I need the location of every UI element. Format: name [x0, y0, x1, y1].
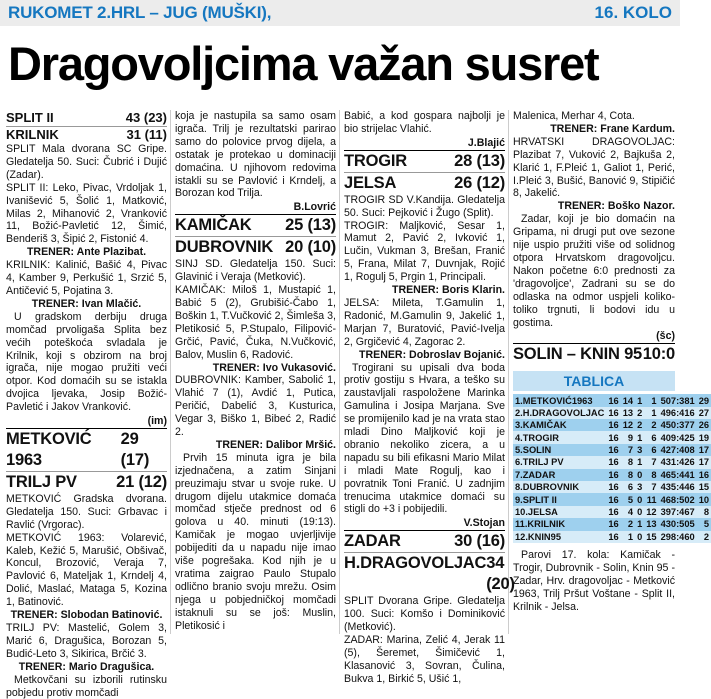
column-1 — [6, 110, 167, 699]
stat-cell: 2 — [637, 420, 643, 431]
stat-cell: 5 — [697, 518, 711, 530]
match-info: TROGIR SD V.Kandija. Gledatelja 50. Suci: Pejković i Žugo (Split). — [344, 193, 505, 219]
stat-cell: 430:505 — [660, 519, 695, 530]
author: (šc) — [656, 330, 675, 343]
next-round-text: Parovi 17. kola: Kamičak - Trogir, Dubrovnik - Solin, Knin 95 - Zadar, Hrv. dragovoljac - Metković 1963, Trilj Pršut Voštane - Split II, Krilnik - Jelsa. — [513, 549, 675, 613]
stat-cell: 16 — [608, 432, 619, 443]
stat-cell: 7 — [644, 456, 658, 468]
stat-cell: 26 — [698, 420, 710, 431]
stat-cell: 298:460 — [660, 531, 695, 542]
stat-cell: 13 — [622, 407, 634, 418]
score-row: TRILJ PV 21 (12) — [6, 472, 167, 491]
author: V.Stojan — [463, 517, 505, 530]
stat-cell: 3 — [637, 482, 643, 493]
stat-cell: 1 — [637, 395, 643, 406]
stat-cell: 0 — [637, 494, 643, 505]
lineup: TRILJ PV: Mastelić, Golem 3, Marić 6, Dragušica, Borozan 5, Budić-Leto 3, Sikirica, Brčić 3. — [6, 622, 167, 660]
stat-cell: 8 — [644, 469, 658, 481]
stat-cell: 1 — [621, 531, 635, 543]
stat-cell: 12 — [646, 507, 657, 518]
stat-cell: 16 — [608, 519, 619, 530]
stat-cell: 6 — [644, 431, 658, 443]
team-cell: 8.DUBROVNIK — [513, 481, 606, 493]
stat-cell: 17 — [698, 445, 710, 456]
stat-cell: 10 — [698, 494, 710, 505]
team-cell: 5.SOLIN — [513, 444, 606, 456]
stat-cell: 2 — [637, 407, 643, 418]
coach: TRENER: Ante Plazibat. — [26, 246, 147, 259]
coach: TRENER: Slobodan Batinović. — [10, 609, 163, 622]
coach: TRENER: Boško Nazor. — [557, 200, 675, 213]
score-row: H.DRAGOVOLJAC 34 (20) — [344, 554, 515, 594]
lineup: METKOVIĆ 1963: Volarević, Kaleb, Kežić 5, Marušić, Obšivač, Koncul, Brozović, Veraja 7, Pavlović 6, Mateljak 1, Krndelj 4, Dolić, Maslać, Mataga 5, Kozina 1, Batinović. — [6, 531, 167, 609]
author: B.Lovrić — [293, 201, 336, 214]
stat-cell: 16 — [698, 469, 710, 480]
score-row: JELSA 26 (12) — [344, 173, 505, 192]
standings-title: TABLICA — [513, 371, 675, 391]
table-row — [513, 419, 711, 431]
stat-cell: 1 — [637, 457, 643, 468]
stat-cell: 15 — [698, 482, 710, 493]
stat-cell: 3 — [637, 445, 643, 456]
stat-cell: 17 — [698, 457, 710, 468]
report-text: Trogirani su upisali dva boda protiv gostiju s Hvara, a teško su zaustavljali raspoložene Marinka Gamulina i Josipa Marjana. Sve se promijenilo kad je na vrata stao mladi Dino Maljković koji je obranio nekoliko zicera, a u napadu su bili efikasni Mario Milat i mladi Mate Rogulj, kao i povratnik Toni Franić. U zadnjim trenucima utakmice domaći su stigli do +3 i pobijedili. — [344, 361, 505, 516]
lineup: KAMIČAK: Miloš 1, Mustapić 1, Babić 5 (2), Grubišić-Čabo 1, Boškin 1, T.Vučković 2, Šimleša 3, Pletikosić 5, P.Stupalo, Filipović-Grčić, Pavić, Čuka, N.Vučković, Balov, Muslin 6, Radović. — [175, 284, 336, 361]
lineup: DUBROVNIK: Kamber, Sabolić 1, Vlahić 7 (1), Avdić 1, Putica, Peričić, Dabelić 3, Kusturica, Vegar 3, Biško 1, Bibeć 2, Radić 2. — [175, 374, 336, 439]
stat-cell: 11 — [644, 493, 658, 505]
stat-cell: 465:441 — [660, 469, 695, 480]
stat-cell: 16 — [608, 531, 619, 542]
column-4 — [513, 110, 710, 614]
team-cell: 2.H.DRAGOVOLJAC — [515, 407, 605, 418]
stat-cell: 6 — [644, 444, 658, 456]
table-row — [513, 518, 711, 530]
stat-cell: 431:426 — [660, 457, 695, 468]
score-row: SOLIN – KNIN 95 10:0 — [513, 345, 675, 364]
coach: TRENER: Mario Dragušica. — [18, 660, 155, 673]
stat-cell: 1 — [644, 407, 658, 419]
report-text: Metkovčani su izborili rutinsku pobjedu protiv momčadi — [6, 673, 167, 699]
report-text: U gradskom derbiju druga momčad prvoligaša Splita bez većih poteškoća svladala je Krilnik, koji s obzirom na broj igrača, nije mogao pružiti veći otpor. Kod domaćih su se istakla dvojica ljevaka, Josip Božić-Pavletić i Jakov Vranković. — [6, 310, 167, 414]
stat-cell: 16 — [608, 507, 619, 518]
coach: TRENER: Dobroslav Bojanić. — [359, 348, 505, 361]
table-row — [513, 394, 711, 406]
stat-cell: 19 — [698, 432, 710, 443]
stat-cell: 16 — [608, 469, 619, 480]
stat-cell: 2 — [644, 419, 658, 431]
coach: TRENER: Boris Klarin. — [391, 284, 505, 297]
table-row — [513, 531, 711, 543]
lineup: Malenica, Merhar 4, Cota. — [513, 110, 635, 122]
table-row — [513, 407, 711, 419]
coach: TRENER: Dalibor Mršić. — [215, 438, 336, 451]
column-2 — [175, 110, 336, 633]
article-headline: Dragovoljcima važan susret — [8, 37, 599, 90]
team-cell: 9.SPLIT II — [513, 493, 606, 505]
stat-cell: 16 — [608, 420, 619, 431]
team-cell: 10.JELSA — [513, 506, 606, 518]
score-row: DUBROVNIK 20 (10) — [175, 238, 336, 257]
stat-cell: 12 — [622, 420, 634, 431]
author: (im) — [147, 415, 167, 428]
stat-cell: 13 — [646, 519, 657, 530]
standings-table — [513, 394, 711, 543]
match-info: SINJ SD. Gledatelja 150. Suci: Glavinić i Veraja (Metković). — [175, 258, 336, 284]
stat-cell: 468:502 — [660, 494, 695, 505]
stat-cell: 16 — [608, 482, 619, 493]
table-row — [513, 506, 711, 518]
team-cell: 1.METKOVIĆ1963 — [513, 394, 606, 406]
author: J.Blajić — [467, 136, 505, 149]
stat-cell: 5 — [621, 493, 635, 505]
stat-cell: 16 — [608, 445, 619, 456]
table-row — [513, 444, 711, 456]
report-text: Babić, a kod gospara najbolji je bio strijelac Vlahić. — [344, 110, 505, 135]
score-row: KAMIČAK 25 (13) — [175, 216, 336, 235]
column-divider — [339, 110, 340, 634]
column-divider — [170, 110, 171, 634]
stat-cell: 0 — [637, 469, 643, 480]
table-row — [513, 493, 711, 505]
lineup: SPLIT II: Leko, Pivac, Vrdoljak 1, Ivanišević 5, Šolić 1, Matković, Milas 2, Mihanović 2, Vranković 11, Božić-Pavletić 12, Šimić, Benderiš 3, Šipić 2, Fistonić 4. — [6, 181, 167, 246]
stat-cell: 1 — [637, 432, 643, 443]
report-text: Prvih 15 minuta igra je bila izjednačena, a zatim Sinjani preuzimaju stvar u svoje ruke. U drugom dijelu utakmice domaća momčad stječe prednost od 6 golova u 40. minuti (19:13). Kamičak je mogao uvjerljivije pobijediti da u napadu nije imao više pogrešaka. Kod njih je u vratima zaigrao Paulo Stupalo odlično branio svoju mrežu. Osim njega u pobjedničkoj momčadi istaknuli su se još: Muslin, Pletikosić i — [175, 451, 336, 632]
stat-cell: 409:425 — [660, 432, 695, 443]
stat-cell: 496:416 — [660, 407, 695, 418]
stat-cell: 16 — [608, 457, 619, 468]
table-row — [513, 456, 711, 468]
table-row — [513, 481, 711, 493]
match-info: SPLIT Dvorana Gripe. Gledatelja 100. Suci: Komšo i Dominiković (Metković). — [344, 595, 505, 634]
stat-cell: 9 — [621, 431, 635, 443]
round-label: 16. KOLO — [594, 3, 672, 22]
stat-cell: 2 — [621, 518, 635, 530]
stat-cell: 2 — [697, 531, 711, 543]
stat-cell: 7 — [644, 481, 658, 493]
table-row — [513, 431, 711, 443]
score-row: METKOVIĆ 1963 29 (17) — [6, 428, 167, 471]
table-row — [513, 469, 711, 481]
team-cell: 4.TROGIR — [513, 431, 606, 443]
stat-cell: 0 — [637, 507, 643, 518]
lineup: TROGIR: Maljković, Sesar 1, Mamut 2, Pavić 2, Ivković 1, Lučin, Vukman 3, Brešan, Franić 5, Frana, Milat 7, Duvnjak, Rojić 1, Rogulj 5, Prgin 1, Principali. — [344, 219, 505, 284]
match-info: METKOVIĆ Gradska dvorana. Gledatelja 150. Suci: Grbavac i Ravlić (Vrgorac). — [6, 492, 167, 531]
section-label: RUKOMET 2.HRL – JUG (MUŠKI), — [8, 3, 272, 22]
stat-cell: 1 — [637, 519, 643, 530]
stat-cell: 7 — [621, 444, 635, 456]
coach: TRENER: Ivo Vukasović. — [212, 361, 336, 374]
stat-cell: 15 — [646, 531, 657, 542]
stat-cell: 16 — [608, 407, 619, 418]
stat-cell: 29 — [698, 395, 710, 406]
stat-cell: 435:446 — [660, 482, 695, 493]
team-cell: 7.ZADAR — [513, 469, 606, 481]
report-text: Zadar, koji je bio domaćin na Gripama, ni drugi put ove sezone nije uspio pružiti više od solidnog otpora Hrvatskom dragovoljcu. Nakon početne 6:0 prednosti za 'dragovoljce', Zadrani su se do odlaska na odmor uspjeli koliko-toliko trgnuti, li bodovi idu u gostima. — [513, 213, 675, 329]
team-cell: 3.KAMIČAK — [513, 419, 606, 431]
stat-cell: 1 — [644, 394, 658, 406]
score-row: TROGIR 28 (13) — [344, 151, 505, 170]
lineup: HRVATSKI DRAGOVOLJAC: Plazibat 7, Vuković 2, Bajkuša 2, Klarić 1, F.Pleić 1, Galiot 1, Perić, I.Pleić 3, Bušić, Banović 9, Stipičić 8, Jakelić. — [513, 135, 675, 200]
team-cell: 11.KRILNIK — [513, 518, 606, 530]
stat-cell: 8 — [697, 506, 711, 518]
lineup: JELSA: Mileta, T.Gamulin 1, Radonić, M.Gamulin 9, Jakelić 1, Marjan 7, Buratović, Pavić-Ivelja 2, Grgičević 4, Zagorac 2. — [344, 296, 505, 348]
score-row: SPLIT II 43 (23) — [6, 110, 167, 125]
stat-cell: 8 — [621, 456, 635, 468]
lineup: KRILNIK: Kalinić, Bašić 4, Pivac 4, Kamber 9, Perkušić 1, Srzić 5, Antičević 5, Pojatina 3. — [6, 259, 167, 297]
stat-cell: 8 — [621, 469, 635, 481]
stat-cell: 14 — [622, 395, 634, 406]
stat-cell: 0 — [637, 531, 643, 542]
score-row: KRILNIK 31 (11) — [6, 127, 167, 142]
coach: TRENER: Ivan Mlačić. — [31, 297, 142, 310]
stat-cell: 397:467 — [660, 507, 695, 518]
lineup: ZADAR: Marina, Zelić 4, Jerak 11 (5), Šeremet, Šimičević 1, Klasanović 3, Sovran, Čulina, Bukva 1, Birkić 5, Ušić 1, — [344, 634, 505, 685]
column-3 — [344, 110, 515, 686]
score-row: ZADAR 30 (16) — [344, 532, 505, 551]
coach: TRENER: Frane Kardum. — [550, 122, 675, 135]
stat-cell: 16 — [608, 395, 619, 406]
stat-cell: 4 — [621, 506, 635, 518]
stat-cell: 6 — [621, 481, 635, 493]
team-cell: 6.TRILJ PV — [513, 456, 606, 468]
section-header — [0, 0, 680, 26]
match-info: SPLIT Mala dvorana SC Gripe. Gledatelja 50. Suci: Čubrić i Dujić (Zadar). — [6, 143, 167, 181]
stat-cell: 427:408 — [660, 445, 695, 456]
stat-cell: 450:377 — [660, 420, 695, 431]
report-text: koja je nastupila sa samo osam igrača. Trilj je rezultatski parirao samo do polovice prvog dijela, a ostatak je protekao u dominaciji domaćina. U njihovom redovima istakli su se Pavlović i Krndelj, a Borozan kod Trilja. — [175, 110, 336, 200]
stat-cell: 507:381 — [660, 395, 695, 406]
team-cell: 12.KNIN95 — [513, 531, 606, 543]
stat-cell: 27 — [698, 407, 710, 418]
stat-cell: 16 — [608, 494, 619, 505]
